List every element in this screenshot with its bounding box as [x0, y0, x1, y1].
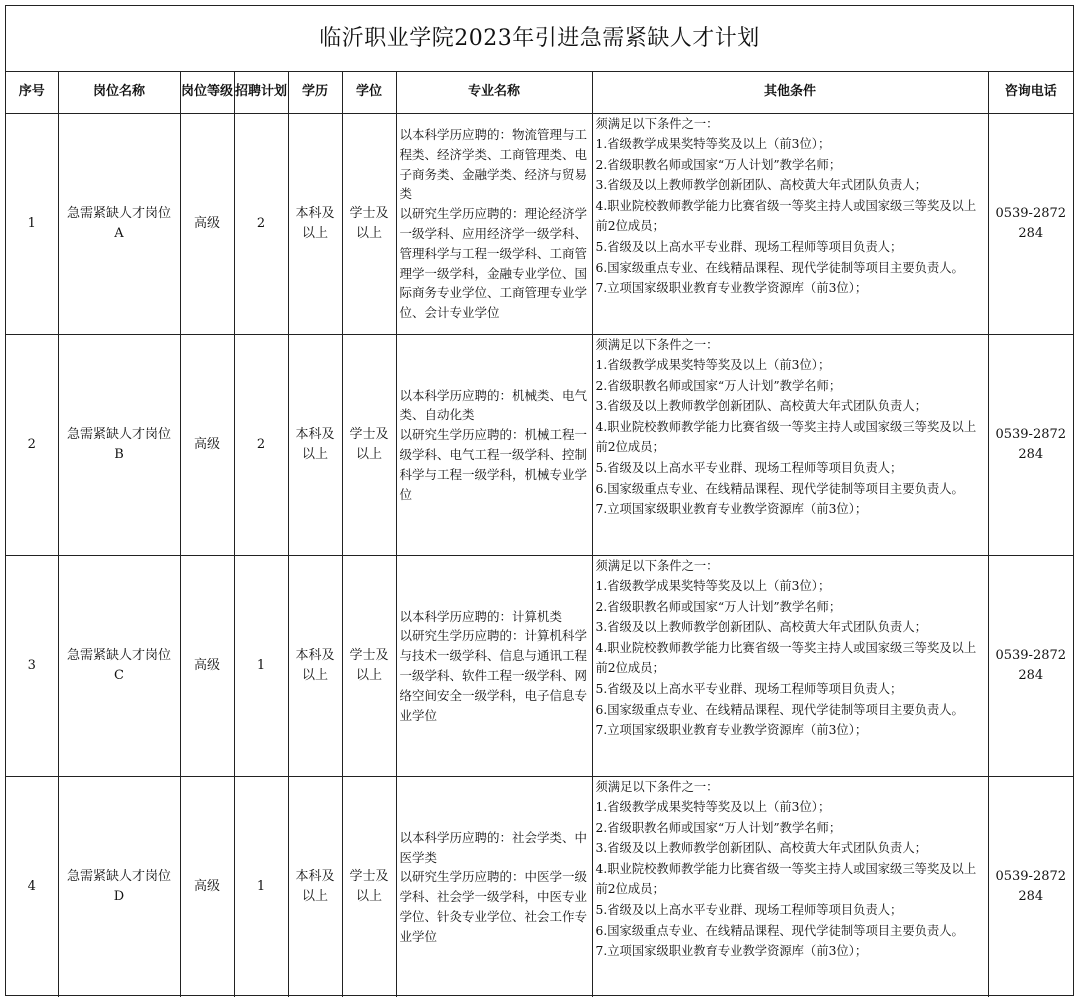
condition-item: 4.职业院校教师教学能力比赛省级一等奖主持人或国家级三等奖及以上前2位成员；	[595, 640, 977, 676]
table-row	[6, 113, 1073, 334]
condition-item: 7.立项国家级职业教育专业教学资源库（前3位）；	[595, 723, 868, 738]
condition-item: 3.省级及以上教师教学创新团队、高校黄大年式团队负责人；	[595, 841, 927, 856]
header-count: 招聘计划	[234, 72, 288, 113]
cell-degree	[342, 776, 396, 997]
cell-level-text: 高级	[193, 878, 220, 894]
header-no: 序号	[6, 72, 58, 113]
condition-item: 1.省级教学成果奖特等奖及以上（前3位）；	[595, 800, 831, 815]
condition-item: 5.省级及以上高水平专业群、现场工程师等项目负责人；	[595, 461, 903, 476]
cell-conditions	[592, 113, 988, 334]
cell-degree-text: 学士及以上	[349, 868, 389, 904]
header-major: 专业名称	[396, 72, 592, 113]
cell-count-text: 2	[256, 436, 266, 452]
cell-level	[180, 776, 234, 997]
cell-phone	[988, 555, 1073, 776]
condition-item: 1.省级教学成果奖特等奖及以上（前3位）；	[595, 358, 831, 373]
document-frame	[5, 5, 1074, 996]
cell-edu-text: 本科及以上	[295, 647, 335, 683]
cell-phone-text: 0539-2872284	[995, 426, 1067, 462]
cell-edu-text: 本科及以上	[295, 205, 335, 241]
condition-item: 7.立项国家级职业教育专业教学资源库（前3位）；	[595, 944, 868, 959]
header-edu: 学历	[288, 72, 342, 113]
cell-count-text: 2	[256, 215, 266, 231]
cell-major	[396, 113, 592, 334]
condition-item: 5.省级及以上高水平专业群、现场工程师等项目负责人；	[595, 240, 903, 255]
cell-edu	[288, 776, 342, 997]
condition-item: 4.职业院校教师教学能力比赛省级一等奖主持人或国家级三等奖及以上前2位成员；	[595, 198, 977, 234]
recruitment-table	[6, 72, 1073, 997]
cell-edu	[288, 113, 342, 334]
cell-phone-text: 0539-2872284	[995, 205, 1067, 241]
condition-item: 须满足以下条件之一：	[595, 116, 719, 131]
cell-major-text: 以本科学历应聘的：物流管理与工程类、经济学类、工商管理类、电子商务类、金融学类、经济与贸易类 以研究生学历应聘的：理论经济学一级学科、应用经济学一级学科、管理科学与工程一级学科、工商管理学一级学科，金融专业学位、国际商务专业学位、工商管理专业学位、会计专业学位	[399, 127, 588, 321]
cell-conditions	[592, 334, 988, 555]
page-title: 临沂职业学院2023年引进急需紧缺人才计划	[6, 6, 1073, 72]
header-post: 岗位名称	[58, 72, 180, 113]
cell-edu	[288, 555, 342, 776]
condition-item: 2.省级职教名师或国家“万人计划”教学名师；	[595, 378, 842, 393]
cell-count	[234, 334, 288, 555]
header-degree: 学位	[342, 72, 396, 113]
cell-major-text: 以本科学历应聘的：机械类、电气类、自动化类 以研究生学历应聘的：机械工程一级学科、电气工程一级学科、控制科学与工程一级学科，机械专业学位	[399, 387, 588, 502]
cell-edu-text: 本科及以上	[295, 868, 335, 904]
cell-no	[6, 113, 58, 334]
condition-item: 3.省级及以上教师教学创新团队、高校黄大年式团队负责人；	[595, 178, 927, 193]
condition-item: 5.省级及以上高水平专业群、现场工程师等项目负责人；	[595, 903, 903, 918]
cell-degree-text: 学士及以上	[349, 205, 389, 241]
cell-degree	[342, 334, 396, 555]
cell-no-text: 1	[27, 215, 36, 231]
cell-no	[6, 555, 58, 776]
cell-level	[180, 334, 234, 555]
condition-item: 2.省级职教名师或国家“万人计划”教学名师；	[595, 599, 842, 614]
cell-post	[58, 113, 180, 334]
cell-conditions	[592, 555, 988, 776]
condition-item: 7.立项国家级职业教育专业教学资源库（前3位）；	[595, 281, 868, 296]
cell-count	[234, 555, 288, 776]
condition-item: 6.国家级重点专业、在线精品课程、现代学徒制等项目主要负责人。	[595, 481, 964, 496]
cell-post-text: 急需紧缺人才岗位D	[66, 868, 171, 904]
cell-no	[6, 334, 58, 555]
cell-phone	[988, 113, 1073, 334]
cell-conditions	[592, 776, 988, 997]
header-conditions: 其他条件	[592, 72, 988, 113]
cell-count-text: 1	[256, 657, 266, 673]
cell-level-text: 高级	[193, 436, 220, 452]
cell-no-text: 2	[27, 436, 36, 452]
cell-degree	[342, 555, 396, 776]
cell-post-text: 急需紧缺人才岗位C	[66, 647, 171, 683]
table-header-row	[6, 72, 1073, 113]
cell-post	[58, 776, 180, 997]
cell-post	[58, 334, 180, 555]
condition-item: 2.省级职教名师或国家“万人计划”教学名师；	[595, 157, 842, 172]
table-row	[6, 555, 1073, 776]
cell-level	[180, 555, 234, 776]
table-row	[6, 776, 1073, 997]
cell-count	[234, 776, 288, 997]
condition-item: 6.国家级重点专业、在线精品课程、现代学徒制等项目主要负责人。	[595, 923, 964, 938]
cell-major-text: 以本科学历应聘的：计算机类 以研究生学历应聘的：计算机科学与技术一级学科、信息与通讯工程一级学科、软件工程一级学科、网络空间安全一级学科，电子信息专业学位	[399, 608, 588, 723]
cell-degree	[342, 113, 396, 334]
condition-item: 2.省级职教名师或国家“万人计划”教学名师；	[595, 820, 842, 835]
cell-count-text: 1	[256, 878, 266, 894]
cell-edu	[288, 334, 342, 555]
cell-count	[234, 113, 288, 334]
condition-item: 7.立项国家级职业教育专业教学资源库（前3位）；	[595, 502, 868, 517]
cell-phone	[988, 776, 1073, 997]
cell-no	[6, 776, 58, 997]
condition-item: 4.职业院校教师教学能力比赛省级一等奖主持人或国家级三等奖及以上前2位成员；	[595, 419, 977, 455]
cell-post-text: 急需紧缺人才岗位A	[66, 205, 171, 241]
table-row	[6, 334, 1073, 555]
condition-item: 6.国家级重点专业、在线精品课程、现代学徒制等项目主要负责人。	[595, 702, 964, 717]
condition-item: 1.省级教学成果奖特等奖及以上（前3位）；	[595, 137, 831, 152]
cell-level-text: 高级	[193, 657, 220, 673]
cell-major	[396, 776, 592, 997]
condition-item: 须满足以下条件之一：	[595, 779, 719, 794]
header-phone: 咨询电话	[988, 72, 1073, 113]
cell-no-text: 4	[27, 878, 36, 894]
cell-phone	[988, 334, 1073, 555]
cell-phone-text: 0539-2872284	[995, 868, 1067, 904]
cell-level	[180, 113, 234, 334]
cell-major-text: 以本科学历应聘的：社会学类、中医学类 以研究生学历应聘的：中医学一级学科、社会学一级学科，中医专业学位、针灸专业学位、社会工作专业学位	[399, 829, 588, 944]
cell-degree-text: 学士及以上	[349, 426, 389, 462]
cell-phone-text: 0539-2872284	[995, 647, 1067, 683]
condition-item: 6.国家级重点专业、在线精品课程、现代学徒制等项目主要负责人。	[595, 260, 964, 275]
cell-major	[396, 555, 592, 776]
cell-level-text: 高级	[193, 215, 220, 231]
cell-post	[58, 555, 180, 776]
cell-degree-text: 学士及以上	[349, 647, 389, 683]
condition-item: 5.省级及以上高水平专业群、现场工程师等项目负责人；	[595, 682, 903, 697]
condition-item: 4.职业院校教师教学能力比赛省级一等奖主持人或国家级三等奖及以上前2位成员；	[595, 861, 977, 897]
condition-item: 3.省级及以上教师教学创新团队、高校黄大年式团队负责人；	[595, 620, 927, 635]
cell-edu-text: 本科及以上	[295, 426, 335, 462]
cell-post-text: 急需紧缺人才岗位B	[66, 426, 171, 462]
condition-item: 须满足以下条件之一：	[595, 558, 719, 573]
cell-no-text: 3	[27, 657, 36, 673]
condition-item: 1.省级教学成果奖特等奖及以上（前3位）；	[595, 579, 831, 594]
condition-item: 3.省级及以上教师教学创新团队、高校黄大年式团队负责人；	[595, 399, 927, 414]
condition-item: 须满足以下条件之一：	[595, 337, 719, 352]
header-level: 岗位等级	[180, 72, 234, 113]
cell-major	[396, 334, 592, 555]
